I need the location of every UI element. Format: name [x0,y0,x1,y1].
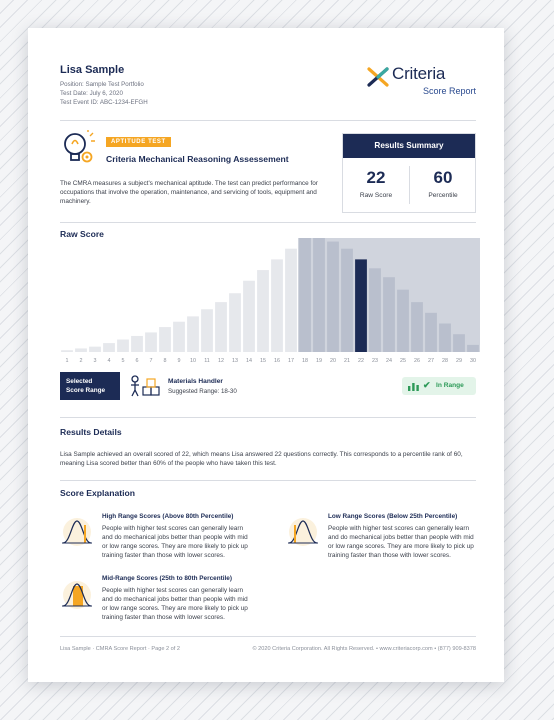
x-tick-label: 2 [79,358,83,364]
bar [131,336,143,352]
bar [327,242,339,352]
x-tick-label: 27 [428,358,434,364]
text-line: and do mechanical jobs better than people with mid [328,534,474,541]
criteria-logo-icon [366,66,390,88]
position-text: Position: Sample Test Portfolio [60,81,144,88]
bar-chart-icon [408,382,420,391]
bar [243,281,255,352]
logo-wordmark: Criteria [392,64,446,83]
x-tick-label: 22 [358,358,364,364]
raw-score-section-title: Raw Score [60,229,104,239]
bar [257,270,269,352]
x-tick-label: 13 [232,358,238,364]
divider [60,636,476,637]
lightbulb-gear-icon [60,130,96,166]
bar [215,302,227,352]
raw-score-label: Raw Score [359,192,393,199]
x-tick-label: 7 [149,358,153,364]
bar [145,332,157,352]
text-line: training faster than those with lower scores. [102,614,225,621]
bell-curve-icon [60,515,94,547]
text-line: training faster than those with lower scores. [102,552,225,559]
x-tick-label: 30 [470,358,476,364]
high-range-heading: High Range Scores (Above 80th Percentile) [102,513,234,520]
mid-range-heading: Mid-Range Scores (25th to 80th Percentile) [102,575,232,582]
raw-score-value: 22 [366,168,386,187]
score-explanation-title: Score Explanation [60,488,135,498]
bar [117,340,129,352]
bar [383,277,395,352]
bar [369,268,381,352]
x-tick-label: 10 [190,358,196,364]
x-tick-label: 9 [177,358,181,364]
text-line: and do mechanical jobs better than people with mid [102,534,248,541]
test-title: Criteria Mechanical Reasoning Assessement [106,154,289,164]
bar [299,238,311,352]
percentile-cell [410,158,476,212]
test-description: The CMRA measures a subject's mechanical aptitude. The test can predict performance for occupations that involve the operation, maintenance, and servicing of tools, equipment and machinery. [60,180,318,205]
mid-range-text [102,586,270,622]
x-tick-label: 4 [107,358,111,364]
bar [313,238,325,352]
bar [411,302,423,352]
aptitude-test-badge: APTITUDE TEST [106,137,171,147]
x-tick-label: 11 [204,358,210,364]
x-tick-label: 12 [218,358,224,364]
footer-page-info: Lisa Sample · CMRA Score Report · Page 2 of 2 [60,646,181,652]
results-details-title: Results Details [60,427,122,437]
results-details-text: Lisa Sample achieved an overall scored of 22, which means Lisa answered 22 questions correctly. This corresponds to a percentile rank of 60, meaning Lisa scored better than 60% of the people who have taken this test. [60,451,463,467]
bar [89,347,101,352]
divider [60,417,476,418]
x-tick-label: 24 [386,358,392,364]
test-event-id: Test Event ID: ABC-1234-EFGH [60,99,148,106]
text-line: or low range scores. They are more likely to pick up [328,543,474,550]
x-tick-label: 5 [121,358,125,364]
x-tick-label: 21 [344,358,350,364]
results-summary-card [342,133,476,213]
check-icon: ✔ [423,380,431,390]
selected-label-line1: Selected [66,378,93,385]
bar [271,259,283,352]
bell-curve-icon [60,578,94,610]
percentile-label: Percentile [428,192,458,199]
bar [201,309,213,352]
low-range-heading: Low Range Scores (Below 25th Percentile) [328,513,458,520]
x-tick-label: 28 [442,358,448,364]
text-line: training faster than those with lower scores. [328,552,451,559]
text-line: and do mechanical jobs better than people with mid [102,596,248,603]
text-line: People with higher test scores can generally learn [102,525,244,532]
bar [467,345,479,352]
bar-highlight-score [355,259,367,352]
bar [61,350,73,352]
x-tick-label: 16 [274,358,280,364]
text-line: People with higher test scores can generally learn [328,525,470,532]
bar [439,324,451,353]
bar [75,348,87,352]
logo-subtitle: Score Report [422,86,476,96]
bar [341,249,353,352]
selected-label-line2: Score Range [66,387,106,394]
bell-curve-icon [286,515,320,547]
x-tick-label: 26 [414,358,420,364]
bar [187,316,199,352]
bar [425,313,437,352]
bar [229,293,241,352]
selected-score-range-label [60,372,120,400]
x-tick-label: 23 [372,358,378,364]
bar [173,322,185,352]
divider [60,120,476,121]
divider [60,222,476,223]
x-tick-label: 20 [330,358,336,364]
x-tick-label: 25 [400,358,406,364]
in-range-text: In Range [436,382,464,389]
raw-score-cell [343,158,409,212]
x-tick-label: 3 [93,358,97,364]
score-report-page [28,28,504,682]
x-tick-label: 14 [246,358,252,364]
job-title: Materials Handler [168,378,223,385]
bar [397,290,409,352]
x-tick-label: 15 [260,358,266,364]
x-tick-label: 1 [65,358,69,364]
raw-score-distribution-chart [60,238,480,368]
bar [103,343,115,352]
suggested-range: Suggested Range: 18-30 [168,388,237,395]
candidate-name: Lisa Sample [60,64,125,76]
footer-copyright: © 2020 Criteria Corporation. All Rights Reserved. • www.criteriacorp.com • (877) 909-8378 [252,646,476,652]
criteria-logo [366,64,476,104]
x-tick-label: 29 [456,358,462,364]
bar [453,334,465,352]
text-line: or low range scores. They are more likely to pick up [102,605,248,612]
x-tick-label: 8 [163,358,167,364]
low-range-text [328,524,496,560]
high-range-text [102,524,270,560]
x-tick-label: 18 [302,358,308,364]
test-date-text: Test Date: July 6, 2020 [60,90,123,97]
worker-boxes-icon [128,375,160,397]
x-tick-label: 6 [135,358,139,364]
text-line: or low range scores. They are more likely to pick up [102,543,248,550]
divider [60,480,476,481]
text-line: People with higher test scores can generally learn [102,587,244,594]
percentile-value: 60 [433,168,453,187]
bar [159,327,171,352]
results-summary-title: Results Summary [343,134,475,158]
bar [285,249,297,352]
in-range-badge [402,377,476,395]
x-tick-label: 17 [288,358,294,364]
x-tick-label: 19 [316,358,322,364]
